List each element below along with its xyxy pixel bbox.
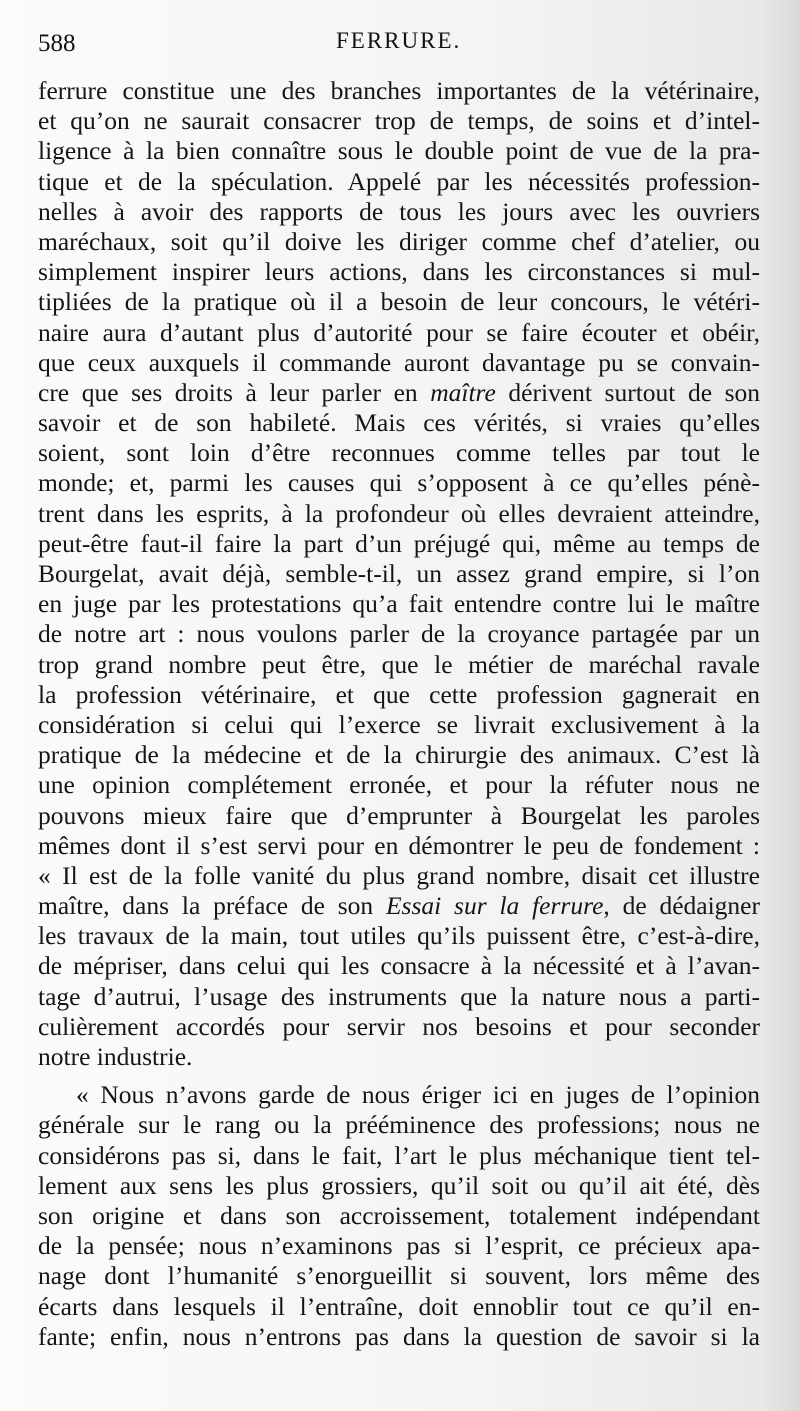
text-line: nage dont l’humanité s’enorgueillit si souvent, lors même des — [38, 1261, 760, 1291]
text-line: la profession vétérinaire, et que cette profession gagnerait en — [38, 679, 760, 709]
text-line: tage d’autrui, l’usage des instruments que la nature nous a parti- — [38, 981, 760, 1011]
text-line: fante; enfin, nous n’entrons pas dans la question de savoir si la — [38, 1321, 760, 1351]
text-line: écarts dans lesquels il l’entraîne, doit ennoblir tout ce qu’il en- — [38, 1291, 760, 1321]
text-line: notre industrie. — [38, 1042, 193, 1071]
italic-segment: maître — [430, 377, 496, 407]
text-line: naire aura d’autant plus d’autorité pour se faire écouter et obéir, — [38, 317, 760, 347]
text-line: pratique de la médecine et de la chirurgie des animaux. C’est là — [38, 740, 760, 770]
text-segment: dérivent surtout de son — [495, 377, 760, 407]
text-line: son origine et dans son accroissement, totalement indépendant — [38, 1200, 760, 1230]
text-line: de mépriser, dans celui qui les consacre à la nécessité et à l’avan- — [38, 951, 760, 981]
text-line: générale sur le rang ou la prééminence des professions; nous ne — [38, 1110, 760, 1140]
text-line: « Il est de la folle vanité du plus grand nombre, disait cet illustre — [38, 860, 760, 890]
text-line: nelles à avoir des rapports de tous les jours avec les ouvriers — [38, 196, 760, 226]
text-segment: cre que ses droits à leur parler en — [38, 377, 431, 407]
text-line: ligence à la bien connaître sous le double point de vue de la pra- — [38, 136, 760, 166]
page-number: 588 — [38, 30, 76, 57]
text-line — [38, 891, 760, 921]
text-line: « Nous n’avons garde de nous ériger ici en juges de l’opinion — [76, 1080, 760, 1110]
text-line: les travaux de la main, tout utiles qu’ils puissent être, c’est-à-dire, — [38, 921, 760, 951]
body-text — [38, 76, 760, 1352]
text-line: savoir et de son habileté. Mais ces vérités, si vraies qu’elles — [38, 408, 760, 438]
text-line: tipliées de la pratique où il a besoin de leur concours, le vétéri- — [38, 287, 760, 317]
text-line: et qu’on ne saurait consacrer trop de temps, de soins et d’intel- — [38, 106, 760, 136]
paragraph-gap — [38, 1072, 760, 1080]
text-line: pouvons mieux faire que d’emprunter à Bourgelat les paroles — [38, 800, 760, 830]
text-line: soient, sont loin d’être reconnues comme telles par tout le — [38, 438, 760, 468]
text-line: une opinion complétement erronée, et pour la réfuter nous ne — [38, 770, 760, 800]
text-line: maréchaux, soit qu’il doive les diriger comme chef d’atelier, ou — [38, 226, 760, 256]
text-segment: , de dédaigner — [603, 891, 760, 921]
text-line: mêmes dont il s’est servi pour en démontrer le peu de fondement : — [38, 830, 760, 860]
text-line: simplement inspirer leurs actions, dans les circonstances si mul- — [38, 257, 760, 287]
text-line: culièrement accordés pour servir nos besoins et pour seconder — [38, 1011, 760, 1041]
text-line: de notre art : nous voulons parler de la croyance partagée par un — [38, 619, 760, 649]
text-line: considérons pas si, dans le fait, l’art le plus méchanique tient tel- — [38, 1140, 760, 1170]
text-line: de la pensée; nous n’examinons pas si l’esprit, ce précieux apa- — [38, 1231, 760, 1261]
running-head: FERRURE. — [336, 28, 462, 53]
text-line: monde; et, parmi les causes qui s’opposent à ce qu’elles pénè- — [38, 468, 760, 498]
italic-segment: Essai sur la ferrure — [385, 891, 604, 921]
text-line — [38, 378, 760, 408]
text-line: ferrure constitue une des branches importantes de la vétérinaire, — [38, 76, 760, 105]
text-line: Bourgelat, avait déjà, semble-t-il, un assez grand empire, si l’on — [38, 559, 760, 588]
text-line: considération si celui qui l’exerce se livrait exclusivement à la — [38, 709, 760, 739]
page-header — [38, 28, 770, 68]
text-line: lement aux sens les plus grossiers, qu’il soit ou qu’il ait été, dès — [38, 1170, 760, 1200]
text-line: trop grand nombre peut être, que le métier de maréchal ravale — [38, 649, 760, 679]
text-line: que ceux auxquels il commande auront davantage pu se convain- — [38, 347, 760, 377]
text-segment: maître, dans la préface de son — [38, 891, 386, 921]
text-line: peut-être faut-il faire la part d’un préjugé qui, même au temps de — [38, 528, 760, 558]
text-line: trent dans les esprits, à la profondeur où elles devraient atteindre, — [38, 498, 760, 528]
text-line: en juge par les protestations qu’a fait entendre contre lui le maître — [38, 589, 760, 619]
text-line: tique et de la spéculation. Appelé par les nécessités profession- — [38, 166, 760, 196]
